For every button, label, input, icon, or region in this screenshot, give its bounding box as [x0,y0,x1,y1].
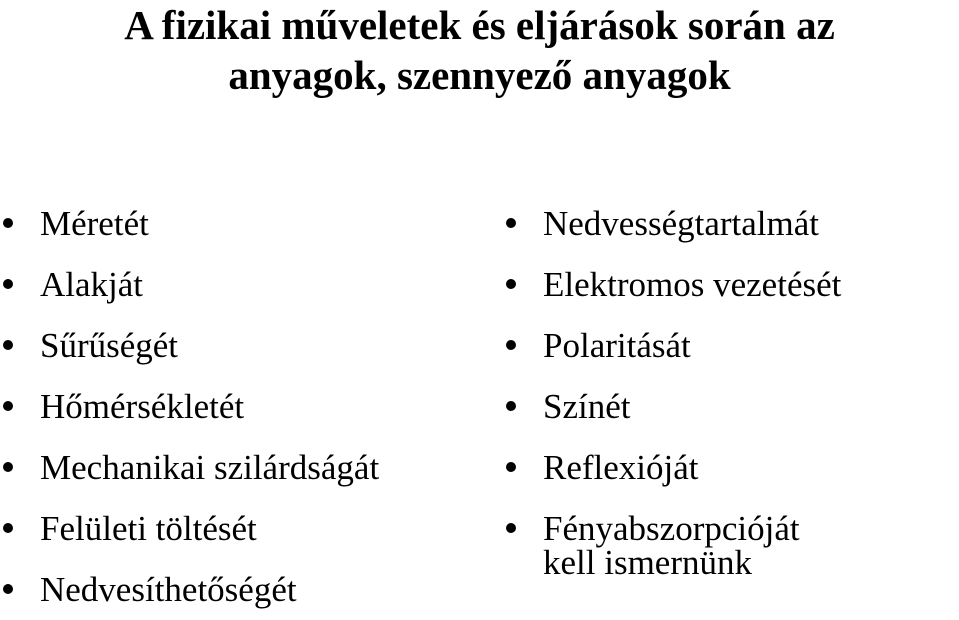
slide-title-line-2: anyagok, szennyező anyagok [228,52,731,98]
list-item-continuation: kell ismernünk [543,543,752,582]
property-list-left [0,193,379,620]
list-item-last [503,498,841,582]
list-item-text: Fényabszorpcióját [543,509,800,548]
property-list-right [503,193,842,582]
list-item: Nedvesíthetőségét [0,559,379,620]
list-item: Méretét [0,193,379,254]
slide-title-line-1: A fizikai műveletek és eljárások során az [124,2,835,48]
list-item: Felületi töltését [0,498,379,559]
list-item: Elektromos vezetését [503,254,841,315]
list-item: Hőmérsékletét [0,376,379,437]
list-item: Sűrűségét [0,315,379,376]
list-item: Reflexióját [503,437,841,498]
list-item: Színét [503,376,841,437]
list-item: Polaritását [503,315,841,376]
list-item: Nedvességtartalmát [503,193,841,254]
slide-title [0,0,959,100]
list-item: Alakját [0,254,379,315]
list-item: Mechanikai szilárdságát [0,437,379,498]
